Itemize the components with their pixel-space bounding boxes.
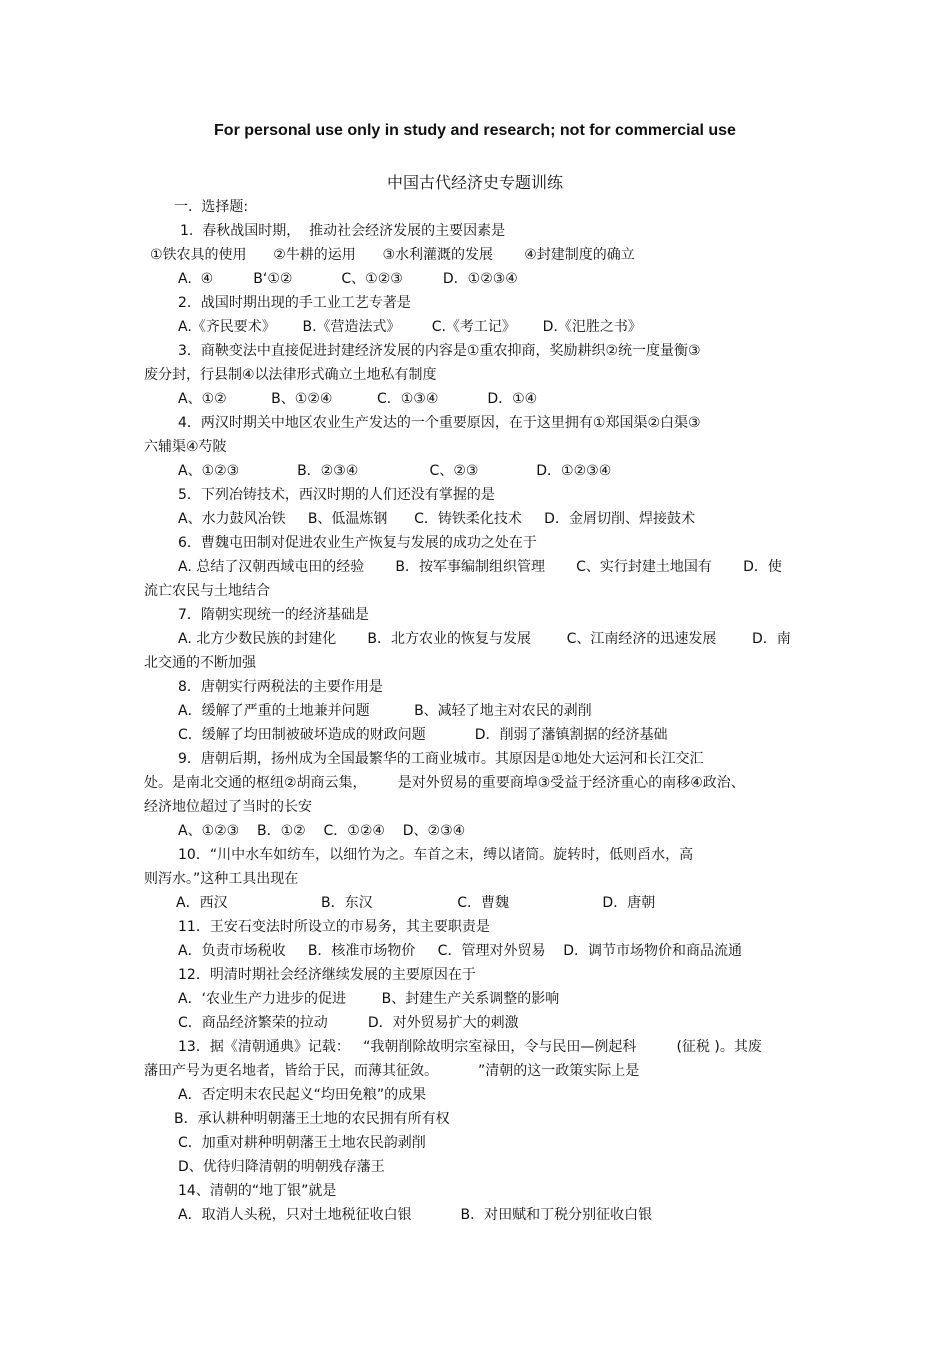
text-line: ①铁农具的使用 ②牛耕的运用 ③水利灌溉的发展 ④封建制度的确立 xyxy=(150,247,635,263)
text-line: 六辅渠④芍陂 xyxy=(144,439,227,455)
text-line: A．‘农业生产力进步的促进 B、封建生产关系调整的影响 xyxy=(178,991,560,1007)
text-line: 经济地位超过了当时的长安 xyxy=(144,799,312,815)
document-title: 中国古代经济史专题训练 xyxy=(386,173,563,192)
text-line: C．商品经济繁荣的拉动 D．对外贸易扩大的刺激 xyxy=(178,1015,519,1031)
text-line: A、①②③ B．②③④ C、②③ D．①②③④ xyxy=(178,463,612,479)
text-line: 4．两汉时期关中地区农业生产发达的一个重要原因，在于这里拥有①郑国渠②白渠③ xyxy=(178,415,701,431)
text-line: 则泻水。”这种工具出现在 xyxy=(144,871,299,887)
text-line: A．否定明末农民起义“均田免粮”的成果 xyxy=(178,1087,427,1103)
text-line: 北交通的不断加强 xyxy=(144,655,256,671)
text-line: 5．下列冶铸技术，西汉时期的人们还没有掌握的是 xyxy=(178,487,495,503)
section-heading: 一. 选择题: xyxy=(174,199,249,215)
text-line: 13．据《清朝通典》记载： “我朝削除故明宗室禄田，令与民田—例起科 (征税 )。其废 xyxy=(178,1039,762,1055)
text-line: 9．唐朝后期，扬州成为全国最繁华的工商业城市。其原因是①地处大运河和长江交汇 xyxy=(178,751,704,767)
text-line: 2．战国时期出现的手工业工艺专著是 xyxy=(178,295,411,311)
text-line: C．缓解了均田制被破坏造成的财政问题 D．削弱了藩镇割据的经济基础 xyxy=(178,727,668,743)
text-line: A．西汉 B．东汉 C．曹魏 D．唐朝 xyxy=(176,895,656,911)
text-line: 藩田产号为更名地者，皆给于民，而薄其征敛。 ”清朝的这一政策实际上是 xyxy=(144,1063,640,1079)
text-line: A. ④ B‘①② C、①②③ D．①②③④ xyxy=(178,271,518,287)
text-line: C．加重对耕种明朝藩王土地农民韵剥削 xyxy=(178,1135,426,1151)
text-line: D、优待归降清朝的明朝残存藩王 xyxy=(178,1159,385,1175)
text-line: A. 总结了汉朝西域屯田的经验 B．按军事编制组织管理 C、实行封建土地国有 D．使 xyxy=(178,559,782,575)
text-line: A、①②③ B．①② C．①②④ D、②③④ xyxy=(178,823,466,839)
text-line: 6．曹魏屯田制对促进农业生产恢复与发展的成功之处在于 xyxy=(178,535,537,551)
text-line: A.《齐民要术》 B.《营造法式》 C.《考工记》 D.《汜胜之书》 xyxy=(178,319,642,335)
text-line: 10．“川中水车如纺车，以细竹为之。车首之末，缚以诸筒。旋转时，低则舀水，高 xyxy=(178,847,694,863)
text-line: 3．商鞅变法中直接促进封建经济发展的内容是①重农抑商，奖励耕织②统一度量衡③ xyxy=(178,343,701,359)
usage-notice: For personal use only in study and research; not for commercial use xyxy=(214,122,736,139)
text-line: 流亡农民与土地结合 xyxy=(144,583,270,599)
text-line: A. 北方少数民族的封建化 B．北方农业的恢复与发展 C、江南经济的迅速发展 D．南 xyxy=(178,631,791,647)
text-line: A．取消人头税，只对土地税征收白银 B．对田赋和丁税分别征收白银 xyxy=(178,1207,653,1223)
text-line: 1. 春秋战国时期， 推动社会经济发展的主要因素是 xyxy=(180,223,506,239)
text-line: A、①② B、①②④ C．①③④ D．①④ xyxy=(178,391,538,407)
text-line: 12．明清时期社会经济继续发展的主要原因在于 xyxy=(178,967,476,983)
text-line: 处。是南北交通的枢纽②胡商云集， 是对外贸易的重要商埠③受益于经济重心的南移④政治、 xyxy=(144,775,745,791)
text-line: 11．王安石变法时所设立的市易务，其主要职责是 xyxy=(178,919,490,935)
text-line: A．负责市场税收 B．核准市场物价 C．管理对外贸易 D．调节市场物价和商品流通 xyxy=(178,943,743,959)
text-line: A．缓解了严重的土地兼并问题 B、减轻了地主对农民的剥削 xyxy=(178,703,592,719)
text-line: B．承认耕种明朝藩王土地的农民拥有所有权 xyxy=(174,1111,450,1127)
text-line: 7．隋朝实现统一的经济基础是 xyxy=(178,607,369,623)
text-line: 废分封，行县制④以法律形式确立土地私有制度 xyxy=(144,367,437,383)
text-line: 8．唐朝实行两税法的主要作用是 xyxy=(178,679,383,695)
text-line: A、水力鼓风冶铁 B、低温炼钢 C．铸铁柔化技术 D．金屑切削、焊接鼓术 xyxy=(178,511,695,527)
text-line: 14、清朝的“地丁银”就是 xyxy=(178,1183,337,1199)
